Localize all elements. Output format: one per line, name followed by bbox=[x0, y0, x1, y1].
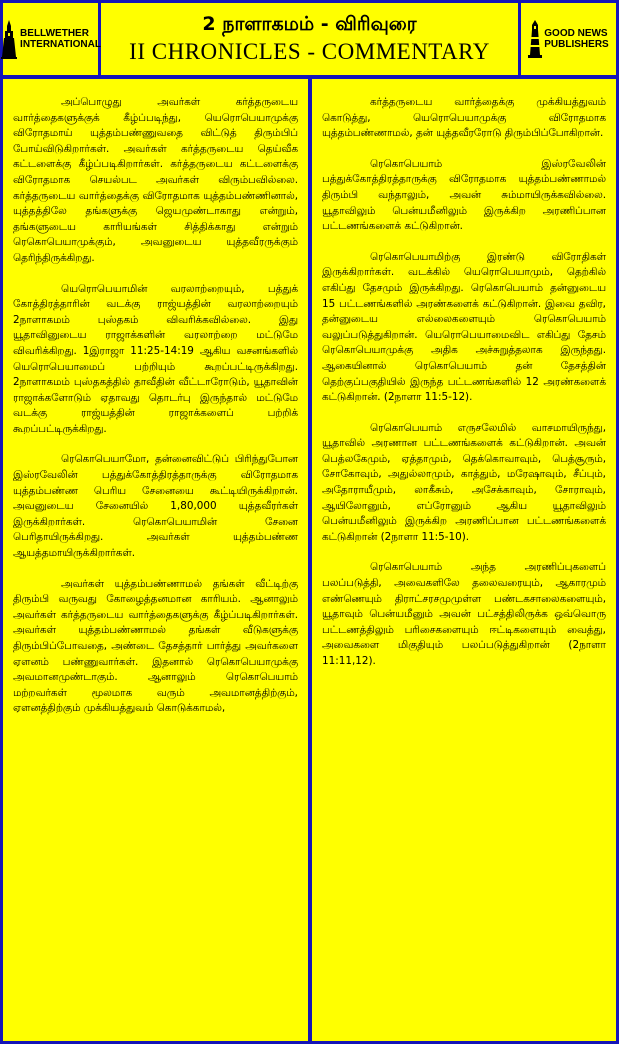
good-news-logo-text: GOOD NEWS PUBLISHERS bbox=[544, 28, 609, 50]
paragraph: ரெகொபெயாமிற்கு இரண்டு விரோதிகள் இருக்கிறார்கள். வடக்கில் யெரொபெயாமும், தெற்கில் எகிப்து தேசமும் இருக்கிறது. ரெகொபெயாம் தன்னுடைய 15 பட்டணங்களில் அரண்களைக் கட்டுகிறான். இவை தவிர, தன்னுடைய எல்லைகளையும் ரெகொபெயாம் வலுப்படுத்துகிறான். யெரொபெயாமைவிட எகிப்து தேசம் ரெகொபெயாமுக்கு அதிக அச்சுறுத்தலாக இருந்தது. ஆகையினால் ரெகொபெயாம் தன் தேசத்தின் தெற்குப்பகுதியில் இருந்த பட்டணங்களில் 12 அரண்களைக் கட்டுகிறான். (2நாளா 11:5-12). bbox=[322, 250, 606, 404]
right-column bbox=[312, 79, 616, 1041]
title-banner bbox=[101, 3, 518, 75]
title-tamil: 2 நாளாகமம் - விரிவுரை bbox=[202, 13, 417, 35]
paragraph: யெரொபெயாமின் வரலாற்றையும், பத்துக் கோத்திரத்தாரின் வடக்கு ராஜ்யத்தின் வரலாற்றையும் 2நாளாகமம் புஸ்தகம் விவரிக்கவில்லை. இது யூதாவினுடைய ராஜாக்களின் வரலாற்றை மட்டுமே விவரிக்கிறது. 1இராஜா 11:25-14:19 ஆகிய வசனங்களில் யெரொபெயாமைப் பற்றியும் கூறப்பட்டிருக்கிறது. 2நாளாகமம் புஸ்தகத்தில் தாவீதின் வீட்டாரோடும், யூதாவின் ராஜாக்களோடும் ஏதாவது தொடர்பு இருந்தால் மட்டுமே வடக்கு ராஜ்யத்தின் ராஜாக்களைப் பற்றிக் கூறப்பட்டிருக்கிறது. bbox=[13, 282, 298, 435]
left-column bbox=[3, 79, 308, 1041]
paragraph: ரெகொபெயாம் இஸ்ரவேலின் பத்துக்கோத்திரத்தாருக்கு விரோதமாக யுத்தம்பண்ணாமல் திரும்பி வந்தாலும், அவன் சும்மாயிருக்கவில்லை. யூதாவிலும் பென்யமீனிலும் இருக்கிற அரணிப்பான பட்டணங்களைக் கட்டுகிறான். bbox=[322, 157, 606, 233]
good-news-logo bbox=[521, 3, 616, 75]
title-english: II CHRONICLES - COMMENTARY bbox=[129, 39, 490, 64]
paragraph: அப்பொழுது அவர்கள் கர்த்தருடைய வார்த்தைகளுக்குக் கீழ்ப்படிந்து, யெரொபெயாமுக்கு விரோதமாய் யுத்தம்பண்ணுவதை விட்டுத் திரும்பிப் போய்விடுகிறார்கள். அவர்கள் கர்த்தருடைய தெய்வீக கட்டளைக்கு கீழ்ப்படிகிறார்கள். கர்த்தருடைய கட்டளைக்கு விரோதமாக செயல்பட அவர்கள் விரும்பவில்லை. கர்த்தருடைய வார்த்தைக்கு விரோதமாக யுத்தம்பண்ணினால், யுத்தத்திலே தங்களுக்கு ஜெயமுண்டாகாது என்றும், தங்களுடைய காரியங்கள் சித்திக்காது என்றும் ரெகொபெயாமுக்கும், அவனுடைய யுத்தவீரருக்கும் தெரிந்திருக்கிறது. bbox=[13, 96, 298, 264]
header bbox=[3, 3, 616, 75]
paragraph: ரெகொபெயாம் அந்த அரணிப்புகளைப் பலப்படுத்தி, அவைகளிலே தலைவரையும், ஆகாரமும் எண்ணெயும் திராட்சரசமுமுள்ள பண்டகசாலைகளையும், யூதாவும் பென்யமீனும் அவன் பட்சத்திலிருக்க ஒவ்வொரு பட்டணத்திலும் பரிசைகளையும் ஈட்டிகளையும் வைத்து, அவைகளை மிகுதியும் பலப்படுத்துகிறான் (2நாளா 11:11,12). bbox=[322, 561, 606, 667]
paragraph: ரெகொபெயாம் எருசலேமில் வாசமாயிருந்து, யூதாவில் அரணான பட்டணங்களைக் கட்டுகிறான். அவன் பெத்லகேமும், ஏத்தாமும், தெக்கொவாவும், பெத்சூரும், சோகோவும், அதுல்லாமும், காத்தும், மரேஷாவும், சீப்பும், அதோராயீமும், லாகீசும், அசேக்காவும், சோராவும், ஆயிலோனும், எப்ரோனும் ஆகிய யூதாவிலும் பென்யமீனிலும் இருக்கிற அரணிப்பான பட்டணங்களைக் கட்டுகிறான் (2நாளா 11:5-10). bbox=[322, 421, 606, 543]
lighthouse-icon bbox=[528, 19, 542, 59]
bellwether-logo bbox=[3, 3, 101, 75]
paragraph: அவர்கள் யுத்தம்பண்ணாமல் தங்கள் வீட்டிற்கு திரும்பி வருவது கோழைத்தனமான காரியம். ஆனாலும் அவர்கள் கர்த்தருடைய வார்த்தைகளுக்கு கீழ்ப்படிகிறார்கள். அவர்கள் யுத்தம்பண்ணாமல் தங்கள் வீடுகளுக்கு திரும்பிப்போவதை, அண்டை தேசத்தார் பார்த்து அவர்களை ஏளனம் பண்ணுவார்கள். இதனால் ரெகொபெயாமுக்கு அவமானமுண்டாகும். ஆனாலும் ரெகொபெயாம் மற்றவர்கள் மூலமாக வரும் அவமானத்திற்கும், ஏளனத்திற்கும் முக்கியத்துவம் கொடுக்காமல், bbox=[13, 577, 298, 715]
paragraph: கர்த்தருடைய வார்த்தைக்கு முக்கியத்துவம் கொடுத்து, யெரொபெயாமுக்கு விரோதமாக யுத்தம்பண்ணாமல், தன் யுத்தவீரரோடு திரும்பிப்போகிறான். bbox=[322, 96, 606, 140]
paragraph: ரெகொபெயாமோ, தன்னைவிட்டுப் பிரிந்துபோன இஸ்ரவேலின் பத்துக்கோத்திரத்தாருக்கு விரோதமாக யுத்தம்பண்ண பெரிய சேனையை கூட்டியிருக்கிறான். அவனுடைய சேனையில் 1,80,000 யுத்தவீரர்கள் இருக்கிறார்கள். ரெகொபெயாமின் சேனை பெரிதாயிருக்கிறது. அவர்கள் யுத்தம்பண்ண ஆயத்தமாயிருக்கிறார்கள். bbox=[13, 453, 298, 560]
bell-tower-icon bbox=[0, 19, 18, 59]
bellwether-logo-text: BELLWETHER INTERNATIONAL bbox=[20, 28, 101, 50]
